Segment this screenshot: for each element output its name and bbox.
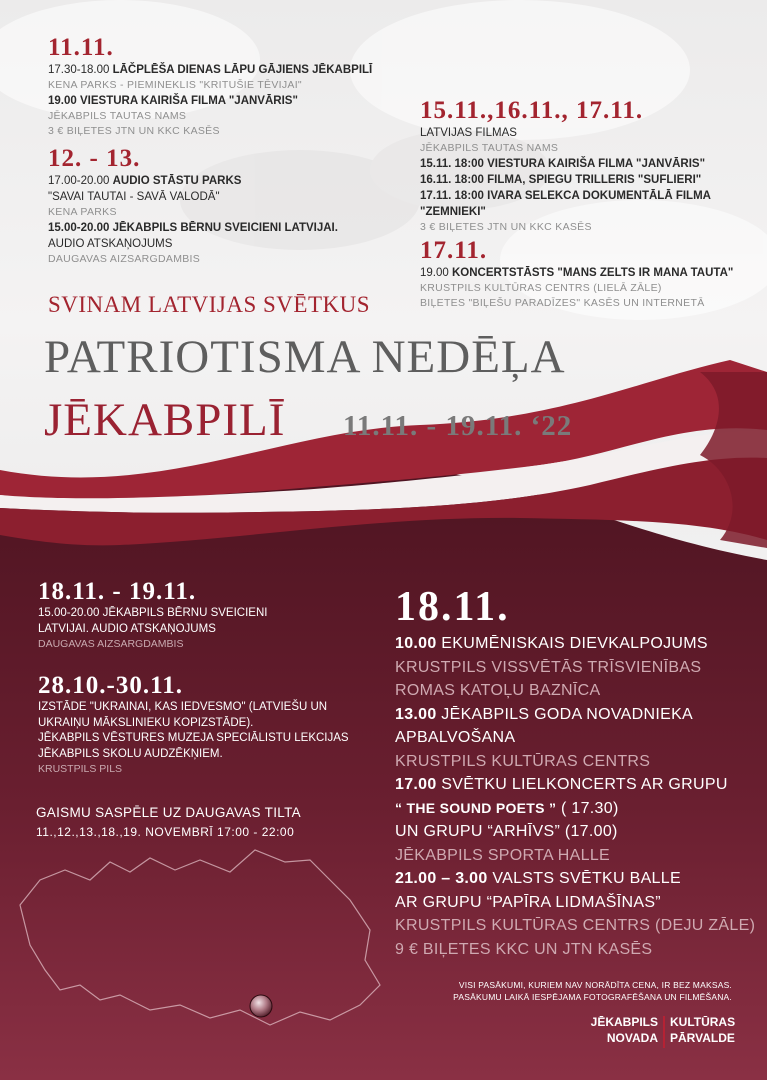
- event-venue: JĒKABPILS SPORTA HALLE: [395, 846, 610, 864]
- event-tickets: 3 € BIĻETES JTN UN KKC KASĒS: [48, 125, 220, 137]
- event-line: 17.11. 18:00 IVARA SELEKCA DOKUMENTĀLĀ FILMA: [420, 190, 711, 202]
- event-venue: DAUGAVAS AIZSARGDAMBIS: [38, 638, 184, 650]
- event-venue: DAUGAVAS AIZSARGDAMBIS: [48, 253, 201, 265]
- event-venue: KRUSTPILS KULTŪRAS CENTRS: [395, 752, 651, 770]
- event-venue: KENA PARKS - PIEMINEKLIS "KRITUŠIE TĒVIJAI": [48, 79, 302, 91]
- event-line: APBALVOŠANA: [395, 729, 516, 746]
- event-line: JĒKABPILS VĒSTURES MUZEJA SPECIĀLISTU LEKCIJAS: [38, 732, 349, 744]
- footer-note: VISI PASĀKUMI, KURIEM NAV NORĀDĪTA CENA, IR BEZ MAKSAS.: [458, 980, 732, 990]
- event-line: AR GRUPU “PAPĪRA LIDMAŠĪNAS”: [395, 893, 661, 911]
- event-date: 18.11. - 19.11.: [38, 578, 197, 605]
- event-venue: JĒKABPILS TAUTAS NAMS: [420, 142, 559, 154]
- event-line: 17.30-18.00 LĀČPLĒŠA DIENAS LĀPU GĀJIENS JĒKABPILĪ: [48, 64, 373, 76]
- event-line: LATVIJAI. AUDIO ATSKAŅOJUMS: [38, 622, 216, 635]
- event-venue: KRUSTPILS KULTŪRAS CENTRS (DEJU ZĀLE): [395, 917, 756, 934]
- light-show-title: GAISMU SASPĒLE UZ DAUGAVAS TILTA: [36, 805, 301, 820]
- event-date: 15.11.,16.11., 17.11.: [420, 97, 644, 124]
- event-line: JĒKABPILS SKOLU AUDZĒKŅIEM.: [38, 747, 223, 760]
- event-tickets: 3 € BIĻETES JTN UN KKC KASĒS: [420, 221, 592, 233]
- event-venue: ROMAS KATOĻU BAZNĪCA: [395, 682, 601, 699]
- event-line: 17.00-20.00 AUDIO STĀSTU PARKS: [48, 175, 242, 187]
- organizer-logo: [588, 1014, 738, 1054]
- headline-title: PATRIOTISMA NEDĒĻA: [44, 331, 566, 383]
- logo-right: KULTŪRAS PĀRVALDE: [670, 1015, 736, 1045]
- event-line: 15.00-20.00 JĒKABPILS BĒRNU SVEICIENI: [38, 607, 268, 619]
- logo-divider: [663, 1016, 665, 1048]
- main-event-date: 18.11.: [395, 584, 510, 630]
- top-right-events: [420, 97, 760, 311]
- footer-note: PASĀKUMU LAIKĀ IESPĒJAMA FOTOGRAFĒŠANA UN FILMĒŠANA.: [453, 992, 732, 1002]
- event-venue: KENA PARKS: [48, 206, 117, 218]
- bottom-left-events: [38, 578, 378, 777]
- headline-location: JĒKABPILĪ: [44, 394, 286, 446]
- event-line: LATVIJAS FILMAS: [420, 127, 517, 139]
- event-line: 15.11. 18:00 VIESTURA KAIRIŠA FILMA "JANVĀRIS": [420, 158, 706, 170]
- event-line: 17.00 SVĒTKU LIELKONCERTS AR GRUPU: [395, 776, 728, 793]
- event-line: 10.00 EKUMĒNISKAIS DIEVKALPOJUMS: [395, 635, 708, 652]
- event-line: AUDIO ATSKAŅOJUMS: [48, 238, 173, 250]
- map-pin-icon: [250, 995, 272, 1017]
- top-left-events: [48, 34, 378, 267]
- light-show-dates: 11.,12.,13.,18.,19. NOVEMBRĪ 17:00 - 22:00: [36, 825, 295, 839]
- event-venue: JĒKABPILS TAUTAS NAMS: [48, 110, 187, 122]
- event-line: 19.00 KONCERTSTĀSTS "MANS ZELTS IR MANA TAUTA": [420, 267, 734, 279]
- event-venue: KRUSTPILS PILS: [38, 763, 123, 775]
- event-line: 19.00 VIESTURA KAIRIŠA FILMA "JANVĀRIS": [48, 95, 298, 107]
- event-line: IZSTĀDE "UKRAINAI, KAS IEDVESMO" (LATVIEŠU UN: [38, 701, 328, 713]
- event-date: 17.11.: [420, 237, 488, 264]
- event-date: 11.11.: [48, 34, 114, 61]
- footer-notes: [400, 979, 732, 1003]
- event-line: UN GRUPU “ARHĪVS” (17.00): [395, 823, 618, 840]
- event-venue: KRUSTPILS KULTŪRAS CENTRS (LIELĀ ZĀLE): [420, 282, 662, 294]
- event-line: "SAVAI TAUTAI - SAVĀ VALODĀ": [48, 191, 220, 203]
- event-line: UKRAIŅU MĀKSLINIEKU KOPIZSTĀDE).: [38, 716, 254, 729]
- event-line: "ZEMNIEKI": [420, 206, 486, 218]
- event-venue: KRUSTPILS VISSVĒTĀS TRĪSVIENĪBAS: [395, 658, 702, 676]
- headline-dates: 11.11. - 19.11. ‘22: [343, 410, 573, 442]
- event-line: 16.11. 18:00 FILMA, SPIEGU TRILLERIS "SUFLIERI": [420, 174, 702, 186]
- event-date: 28.10.-30.11.: [38, 672, 183, 699]
- logo-left: JĒKABPILS NOVADA: [590, 1015, 658, 1045]
- headline-svinam: SVINAM LATVIJAS SVĒTKUS: [48, 292, 371, 317]
- event-tickets: 9 € BIĻETES KKC UN JTN KASĒS: [395, 940, 653, 958]
- event-tickets: BIĻETES "BIĻEŠU PARADĪZES" KASĒS UN INTERNETĀ: [420, 297, 705, 309]
- event-line: 21.00 – 3.00 VALSTS SVĒTKU BALLE: [395, 870, 681, 887]
- event-line: 13.00 JĒKABPILS GODA NOVADNIEKA: [395, 705, 694, 723]
- event-line: “ THE SOUND POETS ” ( 17.30): [395, 799, 619, 817]
- bottom-right-events: [395, 582, 755, 961]
- event-date: 12. - 13.: [48, 145, 141, 172]
- event-line: 15.00-20.00 JĒKABPILS BĒRNU SVEICIENI LATVIJAI.: [48, 222, 338, 234]
